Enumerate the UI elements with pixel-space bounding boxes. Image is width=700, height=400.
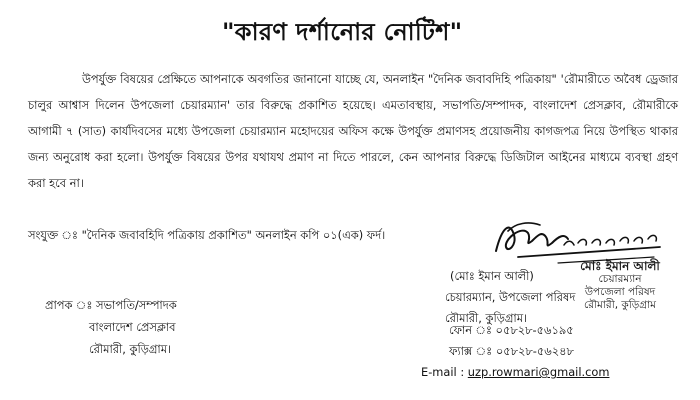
signer-designation: চেয়ারম্যান, উপজেলা পরিষদ [445,290,576,304]
recipient-block [45,294,177,360]
email-label: E-mail : [421,365,468,379]
seal-office: উপজেলা পরিষদ [584,286,656,298]
enclosure-line: সংযুক্ত ঃ "দৈনিক জবাবহিদি পত্রিকায় প্রকাশিত" অনলাইন কপি ০১(এক) ফর্দ। [28,228,386,242]
fax-number: ফ্যাক্স ঃ ০৫৮২৮-৫৬২৪৮ [449,344,574,358]
email-address[interactable]: uzp.rowmari@gmail.com [467,365,610,379]
notice-body [28,66,678,196]
seal-place: রৌমারী, কুড়িগ্রাম [584,299,656,311]
signer-name: (মোঃ ইমান আলী) [450,269,534,283]
seal-designation: চেয়ারম্যান [598,273,642,285]
recipient-title: প্রাপক ঃ সভাপতি/সম্পাদক [45,298,177,312]
signer-place: রৌমারী, কুড়িগ্রাম। [445,311,528,325]
seal-name: মোঃ ইমান আলী [580,259,660,273]
official-seal [545,260,695,312]
notice-title: "কারণ দর্শানোর নোটিশ" [222,18,463,46]
notice-body-text: উপর্যুক্ত বিষয়ের প্রেক্ষিতে আপনাকে অবগতির জানানো যাচ্ছে যে, অনলাইন "দৈনিক জবাবদিহি পত্রিকায়" 'রৌমারীতে অবৈধ ড্রেজার চালুর আশ্বাস দিলেন উপজেলা চেয়ারম্যান' তার বিরুদ্ধে প্রকাশিত হয়েছে। এমতাবস্থায়, সভাপতি/সম্পাদক, বাংলাদেশ প্রেসক্লাব, রৌমারীকে আগামী ৭ (সাত) কার্যদিবসের মধ্যে উপজেলা চেয়ারম্যান মহোদয়ের অফিস কক্ষে উপর্যুক্ত প্রমাণসহ প্রয়োজনীয় কাগজপত্র নিয়ে উপস্থিত থাকার জন্য অনুরোধ করা হলো। উপর্যুক্ত বিষয়ের উপর যথাযথ প্রমাণ না দিতে পারলে, কেন আপনার বিরুদ্ধে ডিজিটাল আইনের মাধ্যমে ব্যবস্থা গ্রহণ করা হবে না। [28,72,678,190]
recipient-place: রৌমারী, কুড়িগ্রাম। [89,342,172,356]
contact-block [421,320,609,383]
recipient-organization: বাংলাদেশ প্রেসক্লাব [89,320,176,334]
phone-number: ফোন ঃ ০৫৮২৮-৫৬১৯৫ [449,323,574,337]
email-line [421,362,609,383]
